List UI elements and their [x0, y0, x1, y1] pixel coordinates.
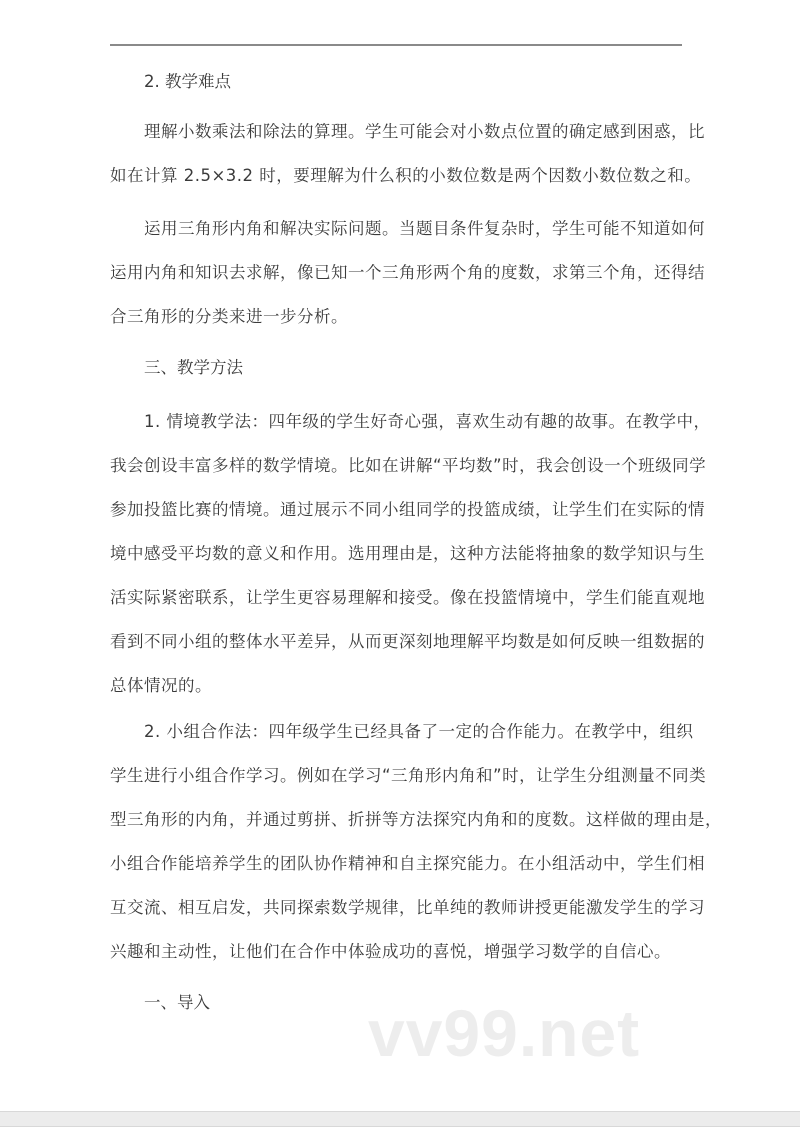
paragraph: [110, 110, 705, 198]
section-heading: 2. 教学难点: [144, 72, 231, 91]
text-line: 互交流、相互启发，共同探索数学规律，比单纯的教师讲授更能激发学生的学习: [110, 898, 705, 917]
paragraph: [110, 207, 705, 339]
text-line: 境中感受平均数的意义和作用。选用理由是，这种方法能将抽象的数学知识与生: [110, 544, 705, 563]
text-line: 理解小数乘法和除法的算理。学生可能会对小数点位置的确定感到困惑，比: [144, 122, 705, 141]
header-rule: [110, 44, 682, 46]
text-line: 小组合作能培养学生的团队协作精神和自主探究能力。在小组活动中，学生们相: [110, 854, 705, 873]
paragraph: [110, 710, 722, 974]
section-heading: 三、教学方法: [144, 358, 243, 377]
page-bottom-bar: [0, 1111, 800, 1127]
text-line: 型三角形的内角，并通过剪拼、折拼等方法探究内角和的度数。这样做的理由是，: [110, 810, 722, 829]
text-line: 我会创设丰富多样的数学情境。比如在讲解“平均数”时，我会创设一个班级同学: [110, 456, 707, 475]
text-line: 活实际紧密联系，让学生更容易理解和接受。像在投篮情境中，学生们能直观地: [110, 588, 705, 607]
text-line: 如在计算 2.5×3.2 时，要理解为什么积的小数位数是两个因数小数位数之和。: [110, 166, 702, 185]
text-line: 看到不同小组的整体水平差异，从而更深刻地理解平均数是如何反映一组数据的: [110, 632, 705, 651]
text-line: 兴趣和主动性，让他们在合作中体验成功的喜悦，增强学习数学的自信心。: [110, 942, 671, 961]
text-line: 1. 情境教学法：四年级的学生好奇心强，喜欢生动有趣的故事。在教学中，: [144, 412, 711, 431]
watermark: vv99.net: [368, 996, 641, 1070]
text-line: 运用内角和知识去求解，像已知一个三角形两个角的度数，求第三个角，还得结: [110, 263, 705, 282]
text-line: 2. 小组合作法：四年级学生已经具备了一定的合作能力。在教学中，组织: [144, 722, 694, 741]
text-line: 参加投篮比赛的情境。通过展示不同小组同学的投篮成绩，让学生们在实际的情: [110, 500, 705, 519]
section-heading: 一、导入: [144, 993, 210, 1012]
text-line: 运用三角形内角和解决实际问题。当题目条件复杂时，学生可能不知道如何: [144, 219, 705, 238]
text-line: 学生进行小组合作学习。例如在学习“三角形内角和”时，让学生分组测量不同类: [110, 766, 707, 785]
text-line: 合三角形的分类来进一步分析。: [110, 307, 348, 326]
text-line: 总体情况的。: [110, 676, 212, 695]
paragraph: [110, 400, 711, 708]
